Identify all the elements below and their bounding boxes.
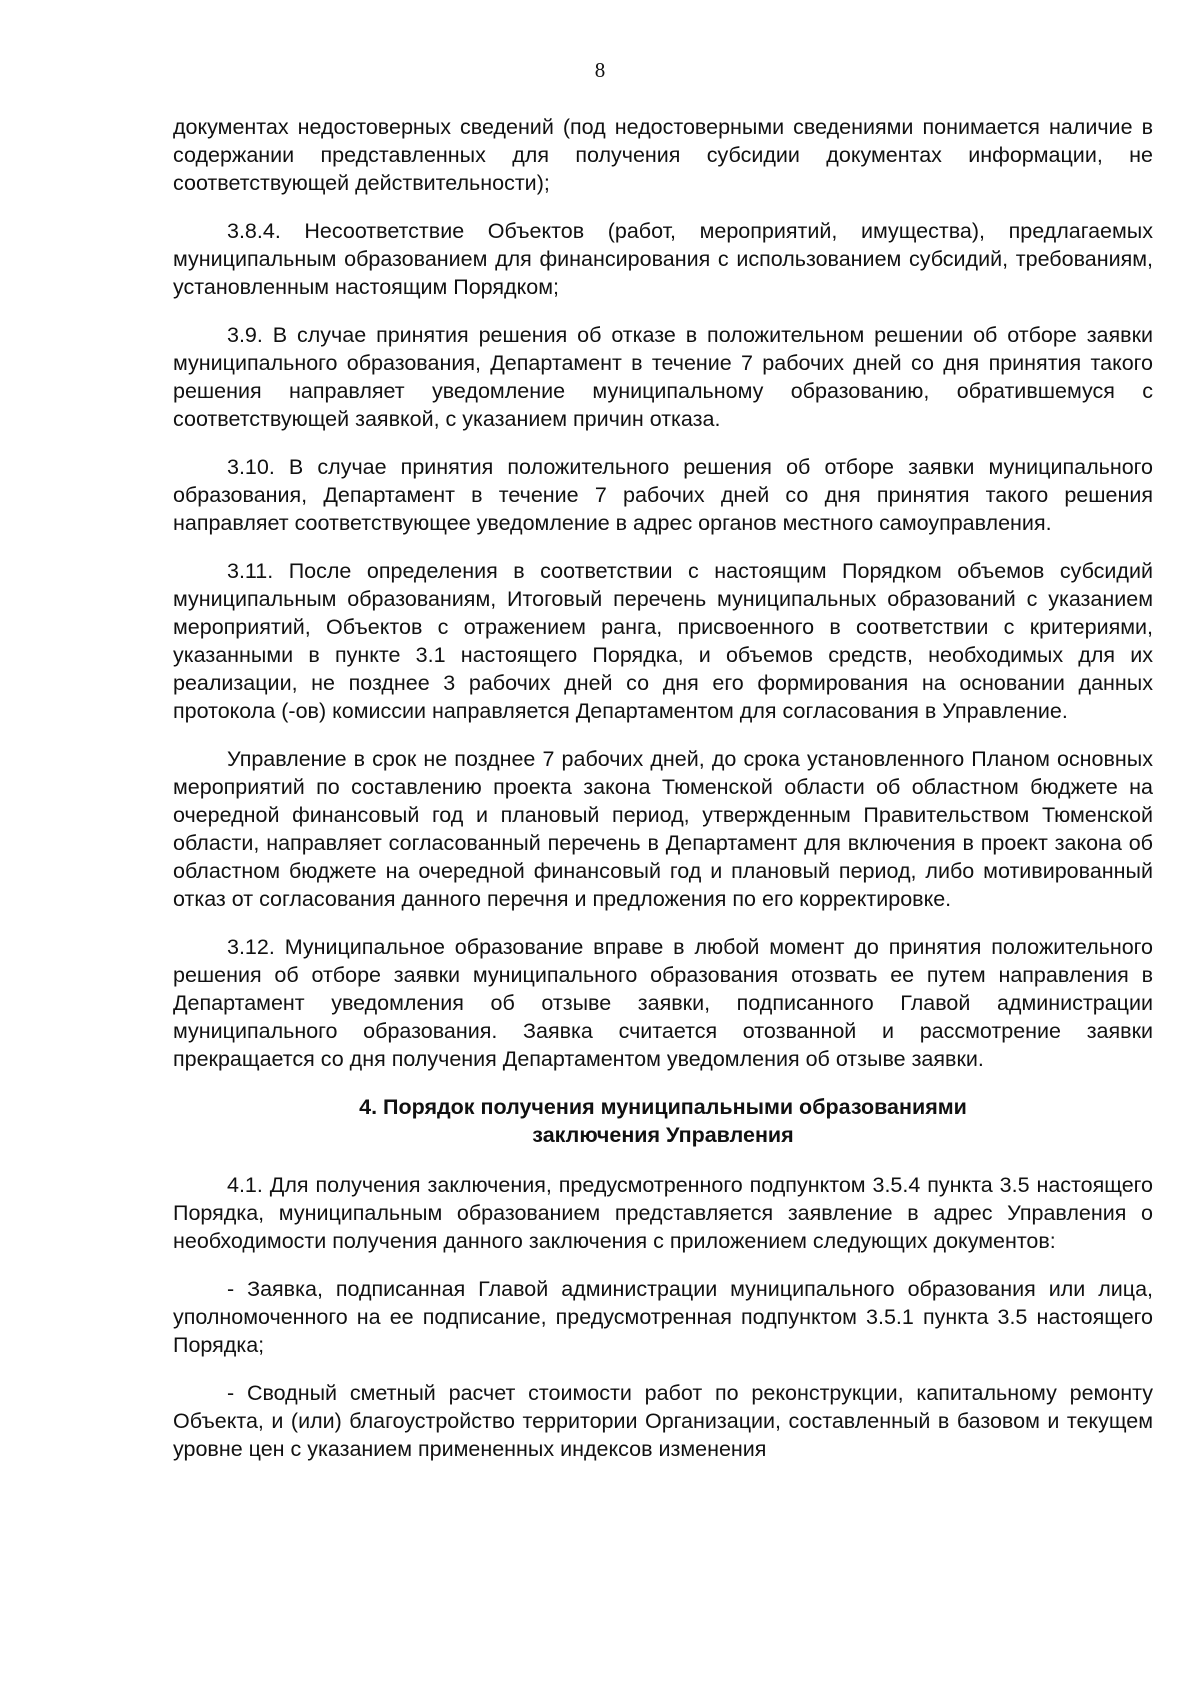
section-4-heading-line-1: 4. Порядок получения муниципальными образованиями [359,1095,967,1119]
document-body [173,113,1153,1483]
list-item-application: - Заявка, подписанная Главой администрации муниципального образования или лица, уполномоченного на ее подписание, предусмотренная подпунктом 3.5.1 пункта 3.5 настоящего Порядка; [173,1277,1153,1357]
paragraph-3-11: 3.11. После определения в соответствии с настоящим Порядком объемов субсидий муниципальным образованиям, Итоговый перечень муниципальных образований с указанием мероприятий, Объектов с отражением ранга, присвоенного в соответствии с критериями, указанными в пункте 3.1 настоящего Порядка, и объемов средств, необходимых для их реализации, не позднее 3 рабочих дней со дня его формирования на основании данных протокола (-ов) комиссии направляется Департаментом для согласования в Управление. [173,559,1153,723]
paragraph-3-10: 3.10. В случае принятия положительного решения об отборе заявки муниципального образования, Департамент в течение 7 рабочих дней со дня принятия такого решения направляет соответствующее уведомление в адрес органов местного самоуправления. [173,455,1153,535]
page-number: 8 [594,58,606,82]
paragraph-continuation: документах недостоверных сведений (под недостоверными сведениями понимается наличие в содержании представленных для получения субсидии документах информации, не соответствующей действительности); [173,115,1153,195]
paragraph-3-11-continued: Управление в срок не позднее 7 рабочих дней, до срока установленного Планом основных мероприятий по составлению проекта закона Тюменской области об областном бюджете на очередной финансовый год и плановый период, утвержденным Правительством Тюменской области, направляет согласованный перечень в Департамент для включения в проект закона об областном бюджете на очередной финансовый год и плановый период, либо мотивированный отказ от согласования данного перечня и предложения по его корректировке. [173,747,1153,911]
paragraph-3-8-4: 3.8.4. Несоответствие Объектов (работ, мероприятий, имущества), предлагаемых муниципальным образованием для финансирования с использованием субсидий, требованиям, установленным настоящим Порядком; [173,219,1153,299]
section-4-heading [173,1093,1153,1149]
list-item-cost-estimate: - Сводный сметный расчет стоимости работ по реконструкции, капитальному ремонту Объекта, и (или) благоустройство территории Организации, составленный в базовом и текущем уровне цен с указанием примененных индексов изменения [173,1381,1153,1461]
paragraph-3-12: 3.12. Муниципальное образование вправе в любой момент до принятия положительного решения об отборе заявки муниципального образования отозвать ее путем направления в Департамент уведомления об отзыве заявки, подписанного Главой администрации муниципального образования. Заявка считается отозванной и рассмотрение заявки прекращается со дня получения Департаментом уведомления об отзыве заявки. [173,935,1153,1071]
paragraph-3-9: 3.9. В случае принятия решения об отказе в положительном решении об отборе заявки муниципального образования, Департамент в течение 7 рабочих дней со дня принятия такого решения направляет уведомление муниципальному образованию, обратившемуся с соответствующей заявкой, с указанием причин отказа. [173,323,1153,431]
paragraph-4-1: 4.1. Для получения заключения, предусмотренного подпунктом 3.5.4 пункта 3.5 настоящего Порядка, муниципальным образованием представляется заявление в адрес Управления о необходимости получения данного заключения с приложением следующих документов: [173,1173,1153,1253]
section-4-heading-line-2: заключения Управления [532,1123,794,1147]
